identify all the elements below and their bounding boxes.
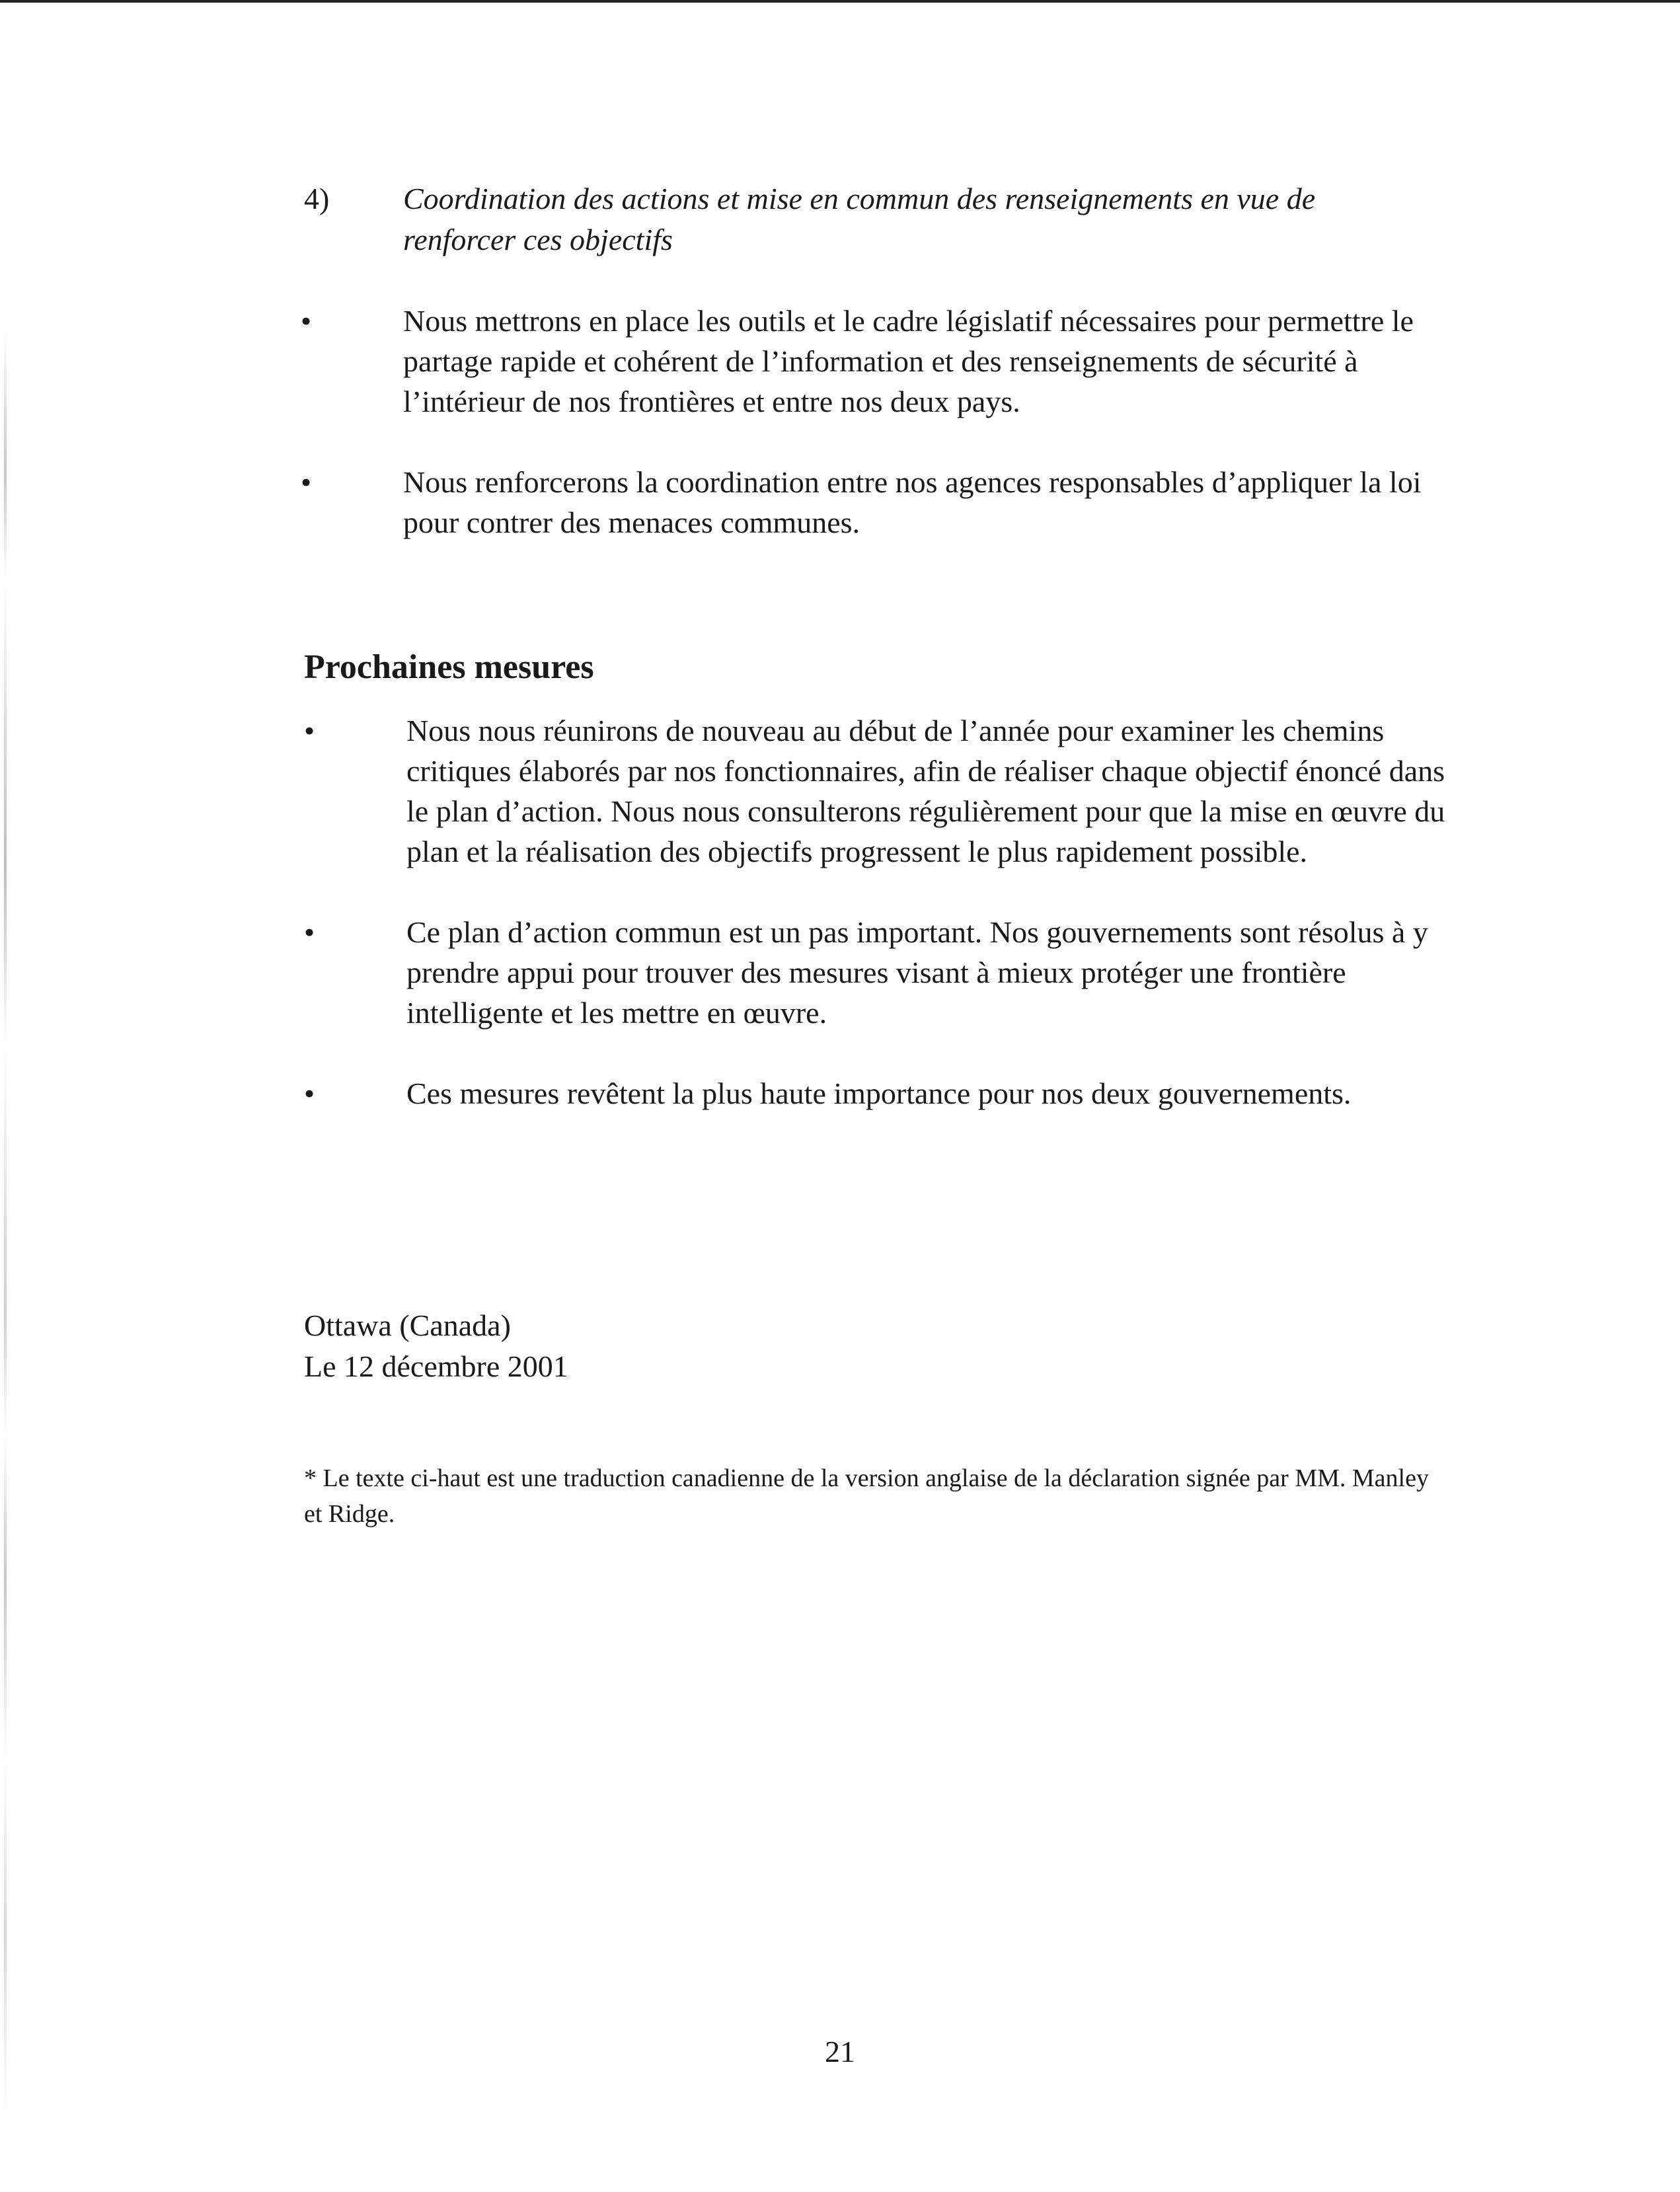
translation-footnote: * Le texte ci-haut est une traduction canadienne de la version anglaise de la déclaration signée par MM. Manley et Ridge. bbox=[304, 1464, 1429, 1528]
bullet-text: Ce plan d’action commun est un pas important. Nos gouvernements sont résolus à y prendre appui pour trouver des mesures visant à mieux protéger une frontière intelligente et les mettre en œuvre. bbox=[406, 915, 1428, 1030]
section-number: 4) bbox=[304, 182, 330, 215]
next-steps-bullet-list bbox=[304, 710, 1454, 1154]
list-item bbox=[304, 1073, 1454, 1114]
bullet-icon: • bbox=[304, 1077, 315, 1110]
list-item bbox=[304, 710, 1454, 872]
scan-top-edge bbox=[0, 0, 1680, 3]
bullet-icon: • bbox=[304, 915, 315, 949]
bullet-icon: • bbox=[301, 465, 312, 499]
list-item bbox=[301, 301, 1447, 422]
bullet-text: Ces mesures revêtent la plus haute importance pour nos deux gouvernements. bbox=[406, 1077, 1352, 1110]
bullet-text: Nous mettrons en place les outils et le cadre législatif nécessaires pour permettre le partage rapide et cohérent de l’information et des renseignements de sécurité à l’intérieur de nos frontières et entre nos deux pays. bbox=[403, 304, 1414, 418]
bullet-text: Nous renforcerons la coordination entre nos agences responsables d’appliquer la loi pour contrer des menaces communes. bbox=[403, 465, 1422, 539]
bullet-text: Nous nous réunirons de nouveau au début de l’année pour examiner les chemins critiques élaborés par nos fonctionnaires, afin de réaliser chaque objectif énoncé dans le plan d’action. Nous nous consulterons régulièrement pour que la mise en œuvre du plan et la réalisation des objectifs progressent le plus rapidement possible. bbox=[406, 714, 1445, 868]
scan-left-edge bbox=[4, 330, 7, 2115]
list-item bbox=[301, 462, 1447, 543]
list-item bbox=[304, 912, 1454, 1033]
bullet-icon: • bbox=[301, 304, 312, 338]
section-4-bullet-list bbox=[301, 301, 1447, 583]
date: Le 12 décembre 2001 bbox=[304, 1349, 568, 1383]
next-steps-heading: Prochaines mesures bbox=[304, 648, 594, 686]
place: Ottawa (Canada) bbox=[304, 1308, 511, 1342]
section-title: Coordination des actions et mise en commun des renseignements en vue de renforcer ces objectifs bbox=[403, 182, 1316, 256]
page-number: 21 bbox=[825, 2035, 855, 2068]
bullet-icon: • bbox=[304, 714, 315, 747]
place-and-date bbox=[304, 1305, 568, 1387]
